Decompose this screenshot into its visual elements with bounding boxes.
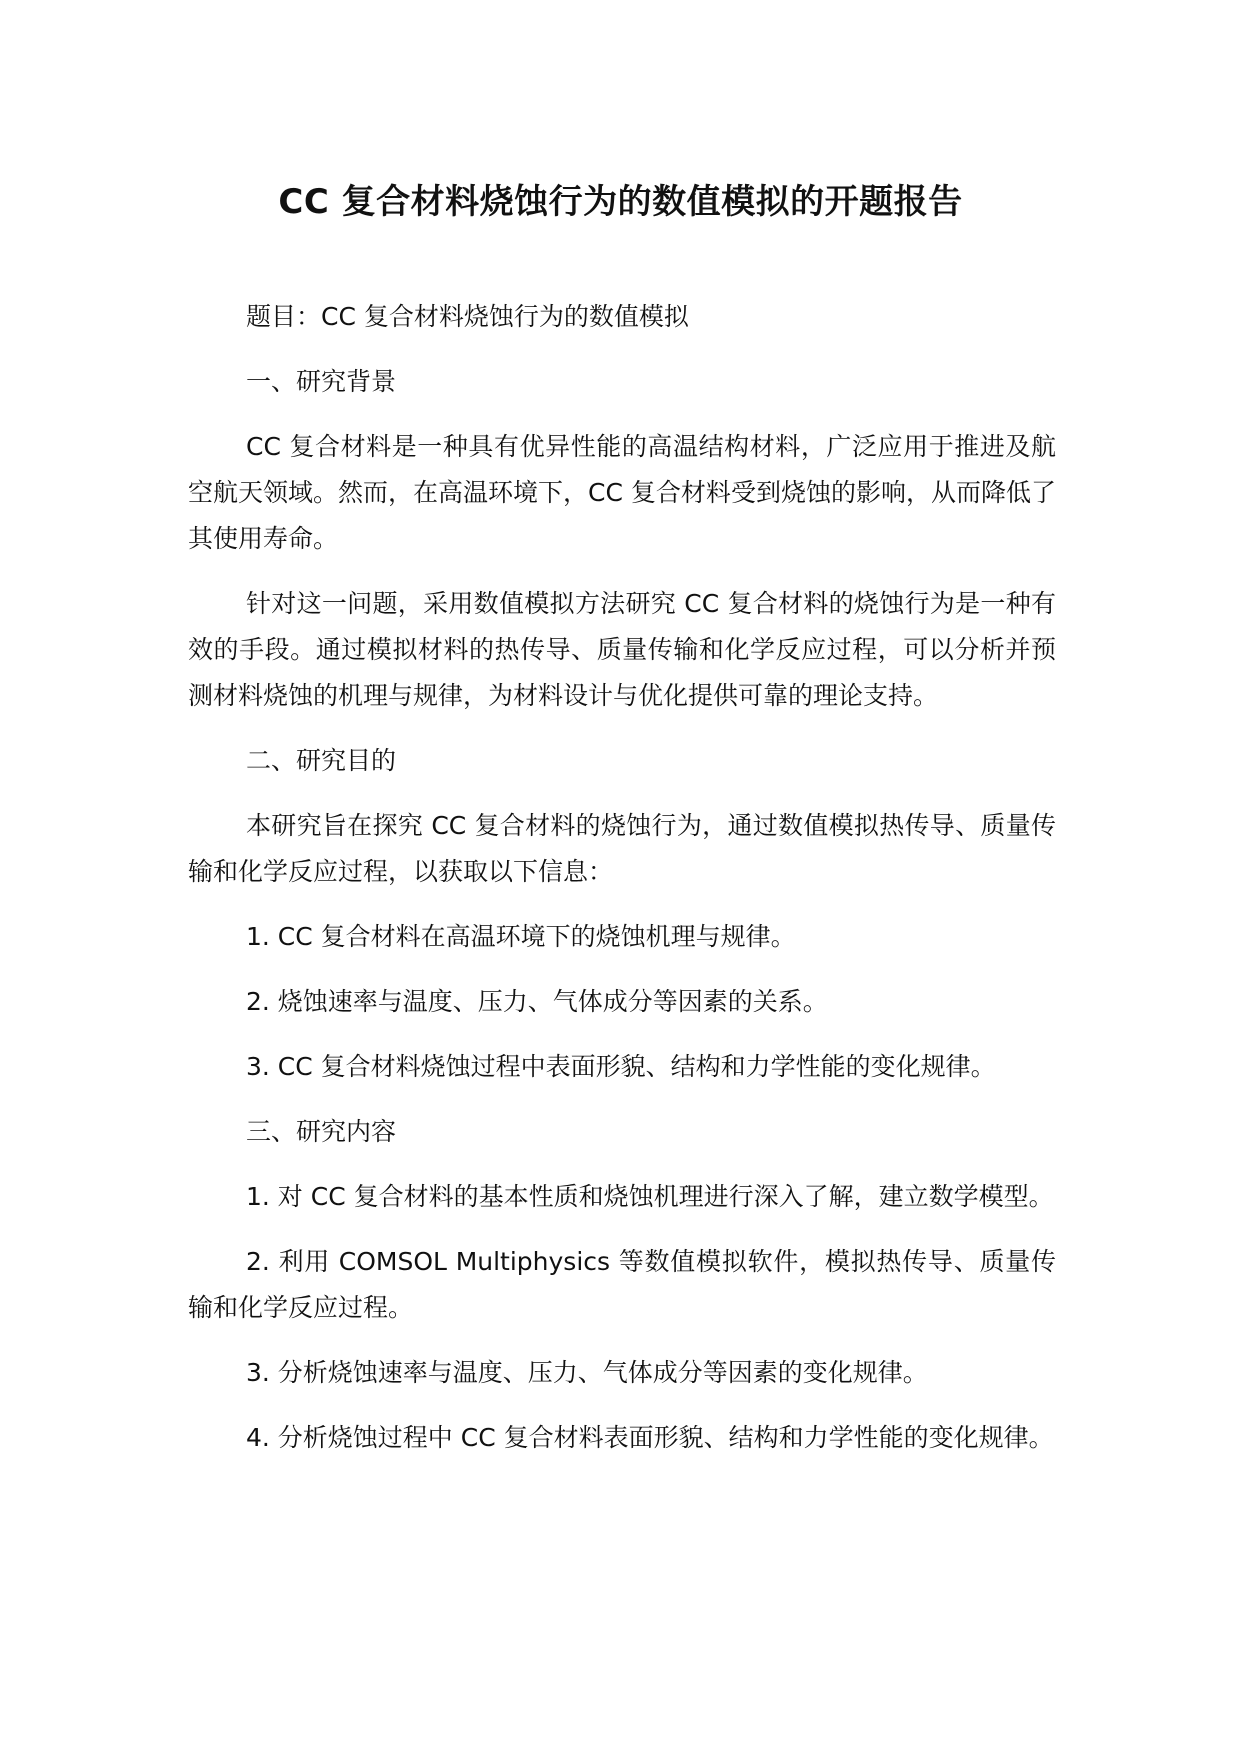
topic-line: 题目：CC 复合材料烧蚀行为的数值模拟 (246, 302, 689, 331)
section-heading-content: 三、研究内容 (246, 1117, 397, 1146)
section-heading-background: 一、研究背景 (246, 367, 397, 396)
document-body (188, 294, 1056, 1480)
list-item: 4. 分析烧蚀过程中 CC 复合材料表面形貌、结构和力学性能的变化规律。 (246, 1423, 1054, 1452)
body-paragraph: 针对这一问题，采用数值模拟方法研究 CC 复合材料的烧蚀行为是一种有效的手段。通过模拟材料的热传导、质量传输和化学反应过程，可以分析并预测材料烧蚀的机理与规律，为材料设计与优化提供可靠的理论支持。 (188, 589, 1056, 710)
list-item: 3. CC 复合材料烧蚀过程中表面形貌、结构和力学性能的变化规律。 (246, 1052, 996, 1081)
list-item: 2. 利用 COMSOL Multiphysics 等数值模拟软件，模拟热传导、质量传输和化学反应过程。 (188, 1247, 1056, 1322)
list-item: 1. 对 CC 复合材料的基本性质和烧蚀机理进行深入了解，建立数学模型。 (246, 1182, 1054, 1211)
document-title: CC 复合材料烧蚀行为的数值模拟的开题报告 (278, 182, 963, 222)
list-item: 2. 烧蚀速率与温度、压力、气体成分等因素的关系。 (246, 987, 828, 1016)
list-item: 3. 分析烧蚀速率与温度、压力、气体成分等因素的变化规律。 (246, 1358, 928, 1387)
body-paragraph: CC 复合材料是一种具有优异性能的高温结构材料，广泛应用于推进及航空航天领域。然而，在高温环境下，CC 复合材料受到烧蚀的影响，从而降低了其使用寿命。 (188, 432, 1056, 553)
list-item: 1. CC 复合材料在高温环境下的烧蚀机理与规律。 (246, 922, 796, 951)
section-heading-purpose: 二、研究目的 (246, 746, 397, 775)
body-paragraph: 本研究旨在探究 CC 复合材料的烧蚀行为，通过数值模拟热传导、质量传输和化学反应过程，以获取以下信息： (188, 811, 1056, 886)
